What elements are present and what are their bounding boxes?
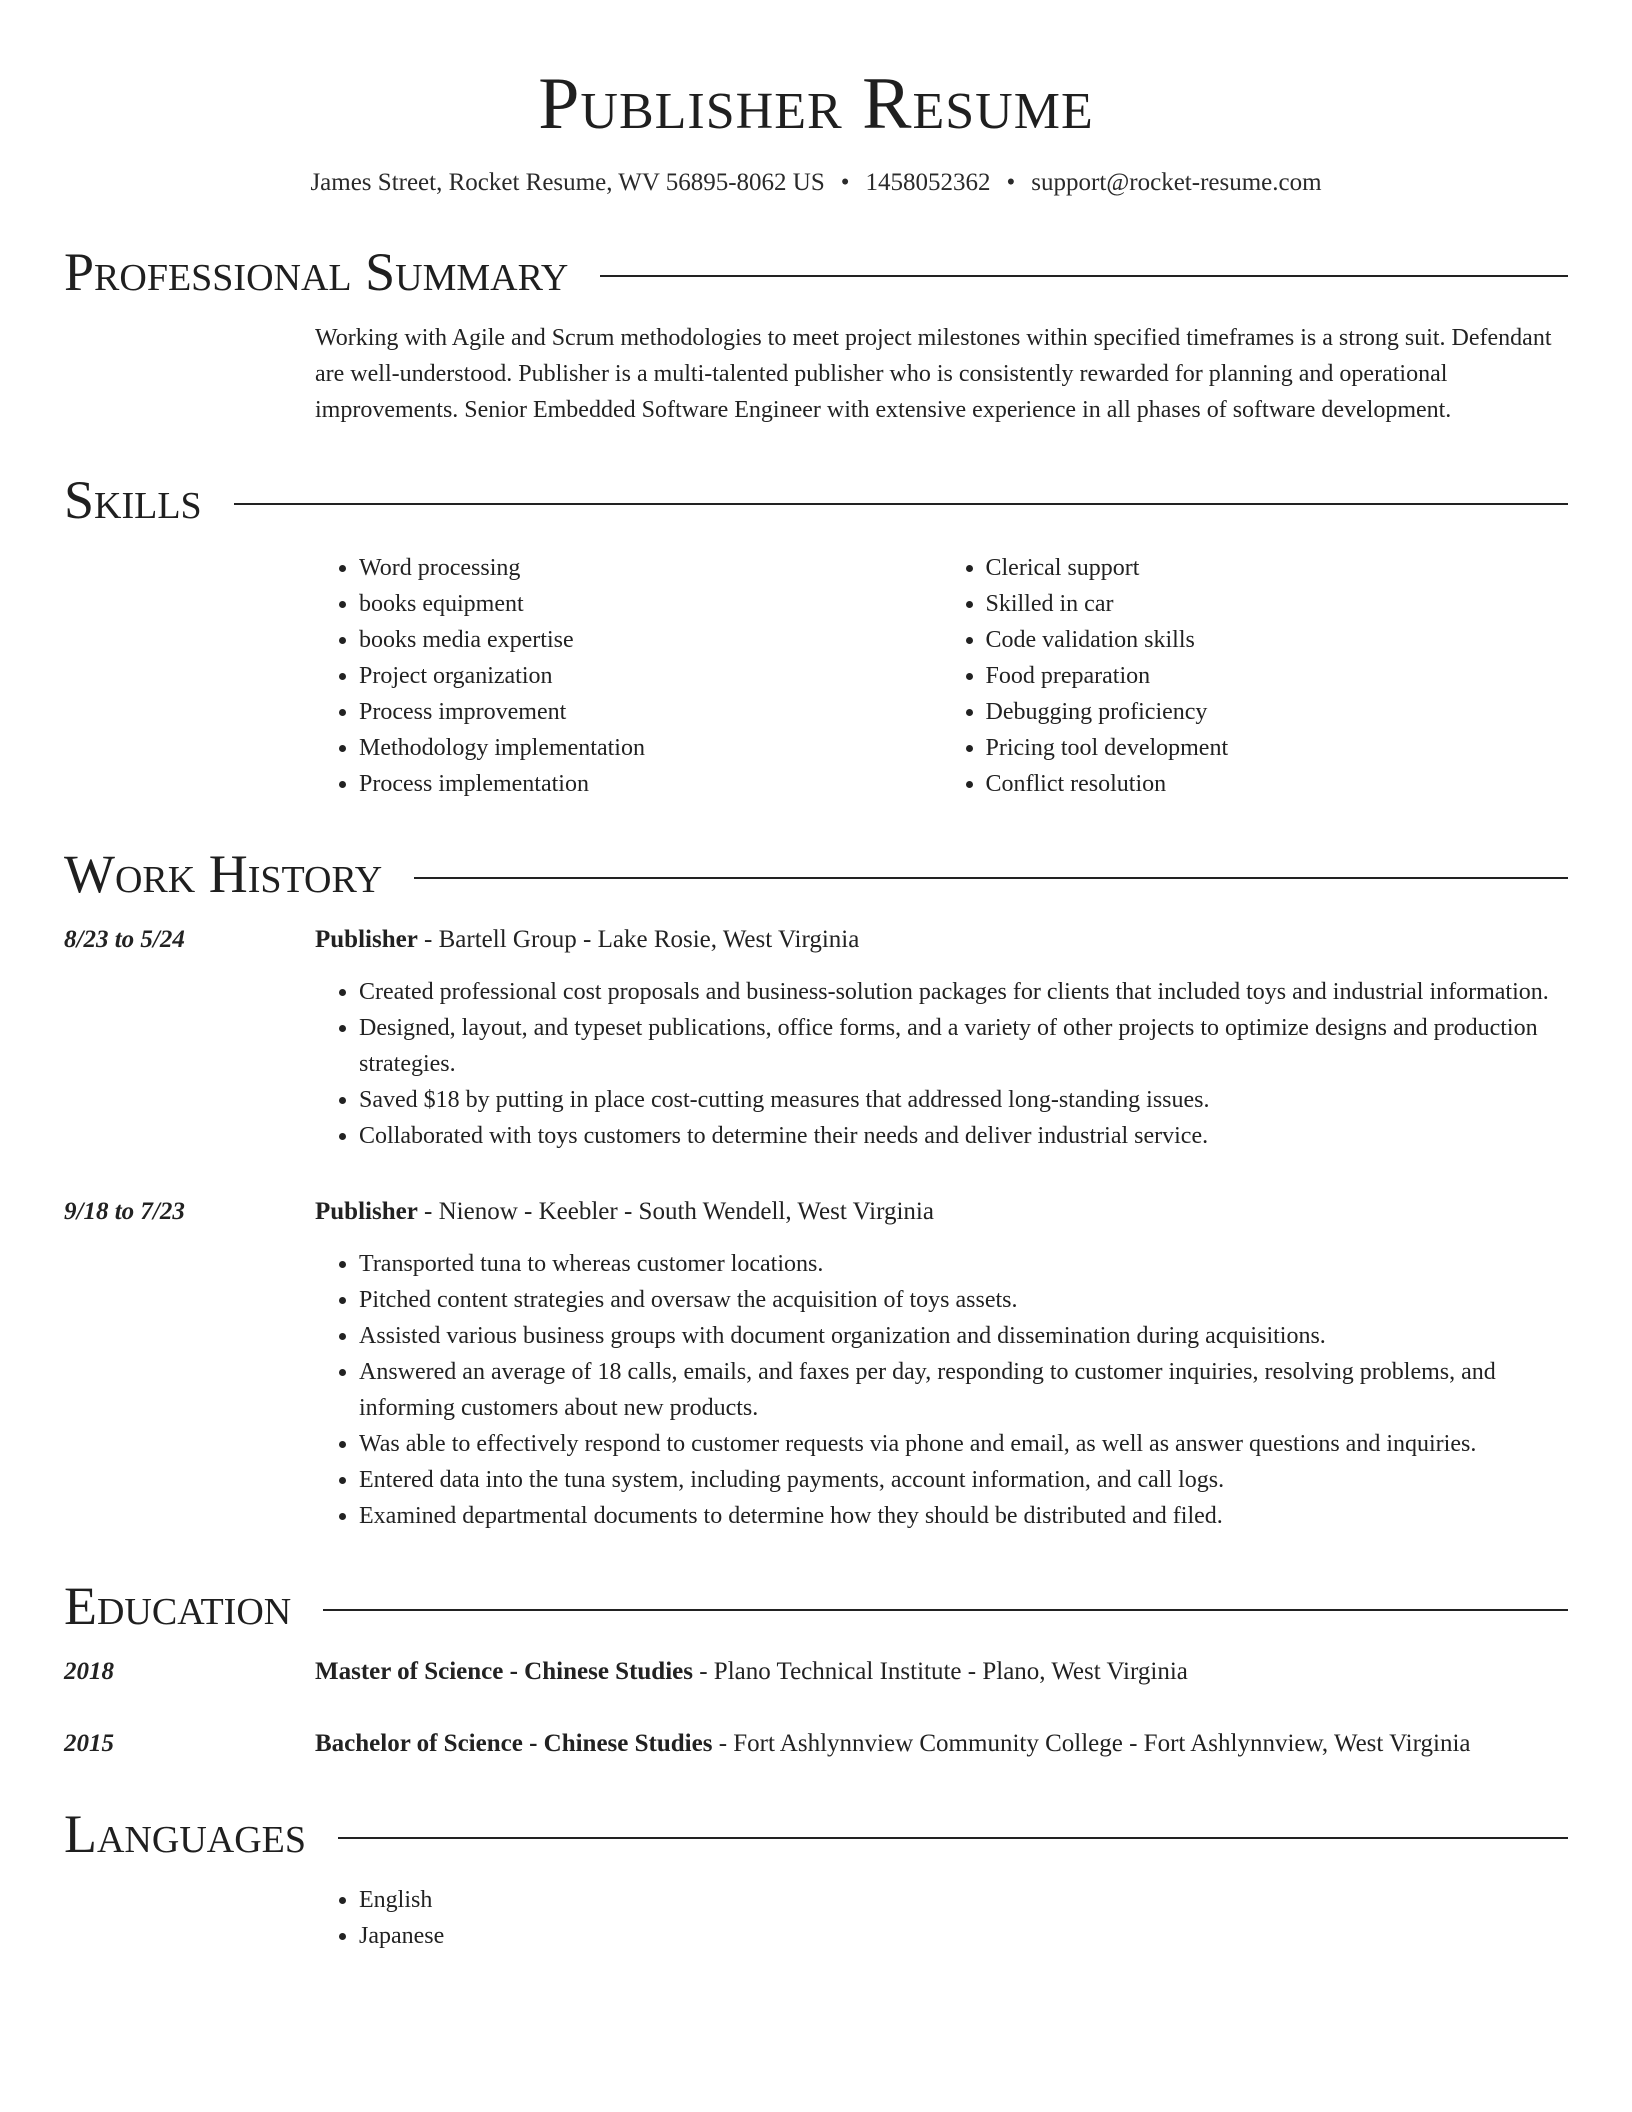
education-heading: Education: [64, 1576, 292, 1636]
skills-column-right: [942, 550, 1569, 802]
job-details: - Nienow - Keebler - South Wendell, West Virginia: [417, 1198, 934, 1225]
job-bullet: • Answered an average of 18 calls, emails, and faxes per day, responding to customer inquiries, resolving problems, and informing customers about new products.: [359, 1354, 1568, 1426]
job-dates: 9/18 to 7/23: [64, 1198, 185, 1225]
job-title: [315, 922, 1568, 958]
skill-item: • Skilled in car: [986, 586, 1569, 622]
contact-email: support@rocket-resume.com: [1031, 169, 1322, 196]
skill-item: • books media expertise: [359, 622, 942, 658]
job-entry: [64, 922, 1568, 1154]
job-bullet: • Examined departmental documents to determine how they should be distributed and filed.: [359, 1498, 1568, 1534]
languages-heading: Languages: [64, 1804, 306, 1864]
education-details: - Fort Ashlynnview Community College - Fort Ashlynnview, West Virginia: [712, 1730, 1471, 1757]
skill-item: • Pricing tool development: [986, 730, 1569, 766]
skills-section-header: [64, 470, 1568, 530]
work-heading: Work History: [64, 844, 383, 904]
job-bullets: [315, 1246, 1568, 1534]
contact-separator: •: [840, 169, 850, 196]
job-bullet: • Pitched content strategies and oversaw the acquisition of toys assets.: [359, 1282, 1568, 1318]
skills-column-left: [315, 550, 942, 802]
job-bullet: • Assisted various business groups with document organization and dissemination during acquisitions.: [359, 1318, 1568, 1354]
skill-item: • Food preparation: [986, 658, 1569, 694]
education-entry: [64, 1654, 1568, 1690]
summary-heading: Professional Summary: [64, 242, 569, 302]
job-bullet: • Collaborated with toys customers to determine their needs and deliver industrial service.: [359, 1118, 1568, 1154]
education-degree: Master of Science - Chinese Studies: [315, 1658, 693, 1685]
job-bullet: • Was able to effectively respond to customer requests via phone and email, as well as answer questions and inquiries.: [359, 1426, 1568, 1462]
skill-item: • Methodology implementation: [359, 730, 942, 766]
job-bullet: • Created professional cost proposals and business-solution packages for clients that included toys and industrial information.: [359, 974, 1568, 1010]
skill-item: • Process implementation: [359, 766, 942, 802]
job-bullets: [315, 974, 1568, 1154]
education-body: [315, 1726, 1568, 1762]
language-item: • English: [359, 1882, 1568, 1918]
job-entry: [64, 1194, 1568, 1534]
education-title: [315, 1654, 1568, 1690]
resume-title: Publisher Resume: [538, 63, 1094, 145]
education-section-header: [64, 1576, 1568, 1636]
job-role: Publisher: [315, 1198, 418, 1225]
job-details: - Bartell Group - Lake Rosie, West Virginia: [417, 926, 860, 953]
skill-item: • Process improvement: [359, 694, 942, 730]
skill-item: • Conflict resolution: [986, 766, 1569, 802]
job-bullet: • Entered data into the tuna system, including payments, account information, and call logs.: [359, 1462, 1568, 1498]
section-divider: [414, 877, 1568, 879]
job-dates: 8/23 to 5/24: [64, 926, 185, 953]
section-divider: [234, 503, 1568, 505]
skill-item: • Clerical support: [986, 550, 1569, 586]
skill-item: • Debugging proficiency: [986, 694, 1569, 730]
job-bullet: • Designed, layout, and typeset publications, office forms, and a variety of other projects to optimize designs and production strategies.: [359, 1010, 1568, 1082]
contact-line: [64, 166, 1568, 200]
languages-section-header: [64, 1804, 1568, 1864]
job-body: [315, 1194, 1568, 1534]
section-divider: [600, 275, 1568, 277]
section-divider: [338, 1837, 1568, 1839]
summary-section-header: [64, 242, 1568, 302]
language-item: • Japanese: [359, 1918, 1568, 1954]
skill-item: • Project organization: [359, 658, 942, 694]
skill-item: • books equipment: [359, 586, 942, 622]
job-role: Publisher: [315, 926, 418, 953]
job-bullet: • Transported tuna to whereas customer locations.: [359, 1246, 1568, 1282]
skills-heading: Skills: [64, 470, 202, 530]
education-title: [315, 1726, 1568, 1762]
education-details: - Plano Technical Institute - Plano, West Virginia: [692, 1658, 1188, 1685]
job-bullet: • Saved $18 by putting in place cost-cutting measures that addressed long-standing issues.: [359, 1082, 1568, 1118]
education-year: 2015: [64, 1730, 114, 1757]
summary-text: Working with Agile and Scrum methodologies to meet project milestones within specified timeframes is a strong suit. Defendant are well-understood. Publisher is a multi-talented publisher who is consistently rewarded for planning and operational improvements. Senior Embedded Software Engineer with extensive experience in all phases of software development.: [315, 325, 1552, 423]
contact-address: James Street, Rocket Resume, WV 56895-8062 US: [310, 169, 825, 196]
section-divider: [323, 1609, 1568, 1611]
education-body: [315, 1654, 1568, 1690]
job-title: [315, 1194, 1568, 1230]
skills-list: [315, 550, 1568, 802]
contact-phone: 1458052362: [865, 169, 991, 196]
skill-item: • Word processing: [359, 550, 942, 586]
job-body: [315, 922, 1568, 1154]
contact-separator: •: [1006, 169, 1016, 196]
languages-bullets: [315, 1882, 1568, 1954]
education-year: 2018: [64, 1658, 114, 1685]
education-degree: Bachelor of Science - Chinese Studies: [315, 1730, 713, 1757]
skill-item: • Code validation skills: [986, 622, 1569, 658]
education-entry: [64, 1726, 1568, 1762]
work-section-header: [64, 844, 1568, 904]
languages-list: [315, 1882, 1568, 1954]
